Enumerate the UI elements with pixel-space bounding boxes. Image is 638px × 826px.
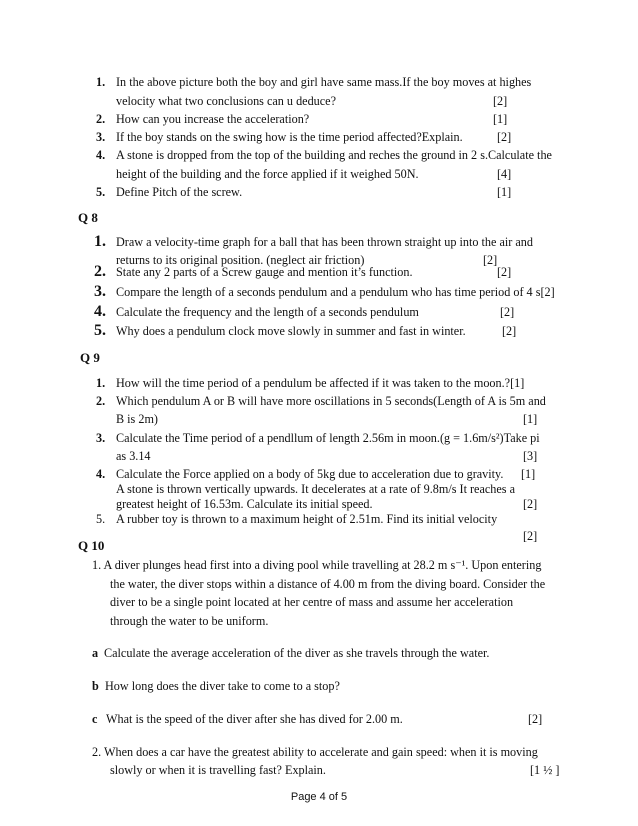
- item-text: Compare the length of a seconds pendulum and a pendulum who has time period of 4 s[2]: [116, 285, 555, 299]
- marks: [2]: [493, 94, 508, 108]
- item-text: Define Pitch of the screw.: [116, 185, 243, 199]
- item-text: Calculate the Force applied on a body of 5kg due to acceleration due to gravity.: [116, 467, 504, 481]
- item-text: Draw a velocity-time graph for a ball that has been thrown straight up into the air and: [116, 235, 533, 249]
- marks: [2]: [483, 253, 498, 267]
- item-text: A rubber toy is thrown to a maximum height of 2.51m. Find its initial velocity: [116, 512, 498, 526]
- item-number: 5.: [96, 512, 106, 526]
- item-number: 4.: [96, 148, 106, 162]
- item-text: State any 2 parts of a Screw gauge and mention it’s function.: [116, 265, 413, 279]
- marks: [4]: [497, 167, 512, 181]
- sub-label: c: [92, 712, 98, 726]
- paragraph-text: 2. When does a car have the greatest ability to accelerate and gain speed: when it is moving: [92, 745, 538, 759]
- item-number: 4.: [96, 467, 106, 481]
- item-number: 4.: [94, 303, 106, 320]
- paragraph-text: slowly or when it is travelling fast? Explain.: [110, 763, 326, 777]
- marks: [1]: [521, 467, 536, 481]
- item-number: 5.: [94, 322, 106, 339]
- sub-label: a: [92, 646, 99, 660]
- item-text: How can you increase the acceleration?: [116, 112, 310, 126]
- item-text: How will the time period of a pendulum be affected if it was taken to the moon.?[1]: [116, 376, 525, 390]
- item-text: Calculate the frequency and the length of a seconds pendulum: [116, 305, 419, 319]
- item-text: velocity what two conclusions can u deduce?: [116, 94, 336, 108]
- item-number: 5.: [96, 185, 106, 199]
- paragraph-text: the water, the diver stops within a distance of 4.00 m from the diving board. Consider the: [110, 577, 546, 591]
- item-number: 3.: [94, 283, 106, 300]
- sub-label: b: [92, 679, 99, 693]
- item-text: A stone is dropped from the top of the building and reches the ground in 2 s.Calculate the: [116, 148, 552, 162]
- marks: [1]: [523, 412, 538, 426]
- item-text: greatest height of 16.53m. Calculate its initial speed.: [116, 497, 373, 511]
- item-number: 1.: [96, 376, 106, 390]
- item-text: returns to its original position. (neglect air friction): [116, 253, 365, 267]
- sub-text: Calculate the average acceleration of the diver as she travels through the water.: [104, 646, 490, 660]
- marks: [2]: [500, 305, 515, 319]
- item-number: 1.: [94, 233, 106, 250]
- question-heading: Q 8: [78, 210, 98, 225]
- marks: [2]: [502, 324, 517, 338]
- paragraph-text: through the water to be uniform.: [110, 614, 269, 628]
- item-number: 3.: [96, 130, 106, 144]
- question-heading: Q 9: [80, 350, 100, 365]
- item-number: 2.: [96, 394, 106, 408]
- item-text: B is 2m): [116, 412, 158, 426]
- marks: [1]: [493, 112, 508, 126]
- item-number: 2.: [94, 263, 106, 280]
- question-heading: Q 10: [78, 538, 105, 553]
- marks: [2]: [523, 497, 538, 511]
- marks: [2]: [497, 265, 512, 279]
- item-number: 2.: [96, 112, 106, 126]
- item-text: as 3.14: [116, 449, 151, 463]
- marks: [2]: [523, 529, 538, 543]
- item-text: If the boy stands on the swing how is the time period affected?Explain.: [116, 130, 463, 144]
- item-text: Calculate the Time period of a pendllum of length 2.56m in moon.(g = 1.6m/s²)Take pi: [116, 431, 540, 445]
- marks: [1]: [497, 185, 512, 199]
- marks: [1 ½ ]: [530, 763, 560, 777]
- item-text: Why does a pendulum clock move slowly in summer and fast in winter.: [116, 324, 466, 338]
- sub-text: How long does the diver take to come to a stop?: [105, 679, 340, 693]
- marks: [3]: [523, 449, 538, 463]
- item-text: In the above picture both the boy and girl have same mass.If the boy moves at highes: [116, 75, 532, 89]
- item-text: A stone is thrown vertically upwards. It decelerates at a rate of 9.8m/s It reaches a: [116, 482, 515, 496]
- sub-text: What is the speed of the diver after she has dived for 2.00 m.: [106, 712, 403, 726]
- item-number: 3.: [96, 431, 106, 445]
- page-footer: Page 4 of 5: [290, 791, 348, 803]
- item-text: Which pendulum A or B will have more oscillations in 5 seconds(Length of A is 5m and: [116, 394, 546, 408]
- paragraph-text: 1. A diver plunges head first into a diving pool while travelling at 28.2 m s⁻¹. Upon entering: [92, 558, 542, 572]
- marks: [2]: [497, 130, 512, 144]
- item-number: 1.: [96, 75, 106, 89]
- item-text: height of the building and the force applied if it weighed 50N.: [116, 167, 419, 181]
- marks: [2]: [528, 712, 543, 726]
- paragraph-text: diver to be a single point located at her centre of mass and assume her acceleration: [110, 595, 514, 609]
